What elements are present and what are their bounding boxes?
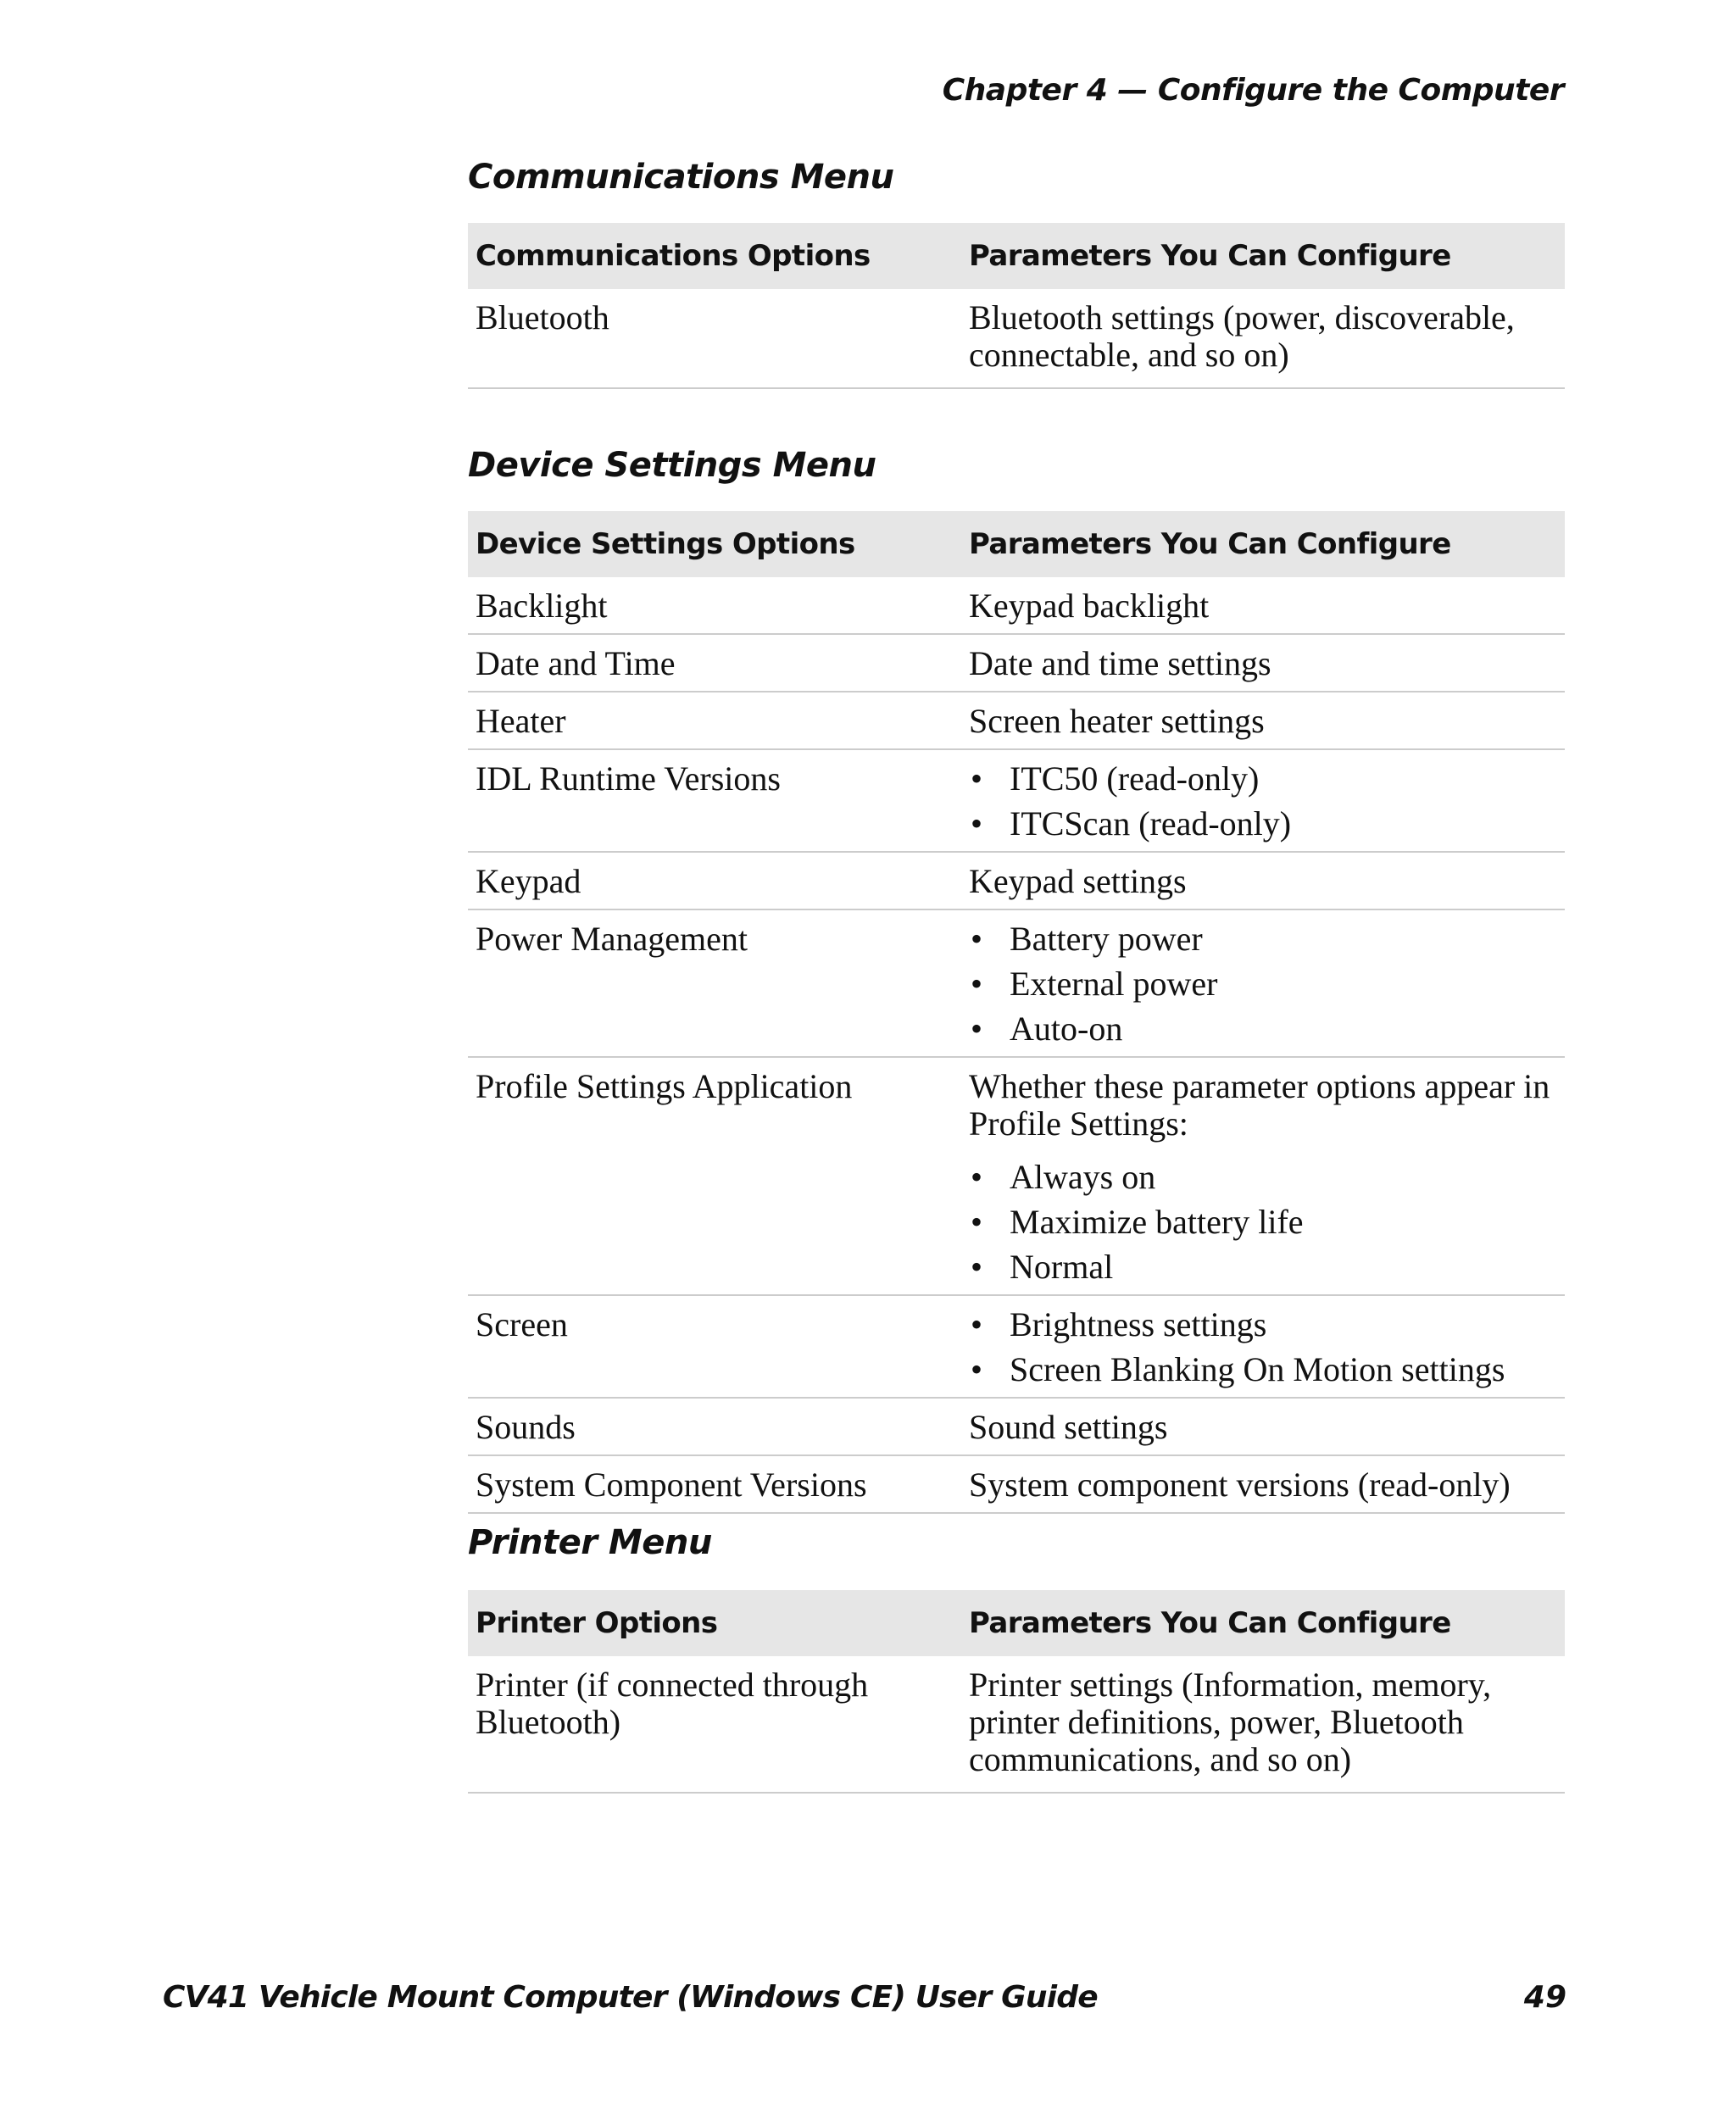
column-header-options: Communications Options [468, 223, 961, 289]
option-cell: IDL Runtime Versions [468, 749, 961, 852]
bullet-list [969, 760, 1555, 843]
table-row [468, 289, 1565, 388]
table-row [468, 749, 1565, 852]
parameters-cell: Bluetooth settings (power, discoverable, connectable, and so on) [961, 289, 1565, 388]
parameters-cell: System component versions (read-only) [961, 1455, 1565, 1513]
parameters-cell [961, 909, 1565, 1057]
running-head: Chapter 4 — Configure the Computer [942, 73, 1564, 108]
bullet-item: • Battery power [969, 921, 1555, 958]
option-cell: Profile Settings Application [468, 1057, 961, 1295]
table-header-row [468, 223, 1565, 289]
option-cell: Power Management [468, 909, 961, 1057]
table-row [468, 634, 1565, 692]
column-header-parameters: Parameters You Can Configure [961, 1590, 1565, 1656]
communications-menu-heading: Communications Menu [468, 158, 894, 197]
table-row [468, 692, 1565, 749]
option-cell: System Component Versions [468, 1455, 961, 1513]
table-row [468, 1656, 1565, 1793]
parameters-cell: Keypad backlight [961, 577, 1565, 634]
table-row [468, 1295, 1565, 1398]
table-row [468, 1057, 1565, 1295]
option-cell: Sounds [468, 1398, 961, 1455]
bullet-item: • Maximize battery life [969, 1204, 1555, 1241]
option-cell: Backlight [468, 577, 961, 634]
option-cell: Screen [468, 1295, 961, 1398]
parameters-cell [961, 1057, 1565, 1295]
table-row [468, 1398, 1565, 1455]
device-settings-menu-table [468, 511, 1565, 1514]
option-cell: Keypad [468, 852, 961, 909]
option-cell: Printer (if connected through Bluetooth) [468, 1656, 961, 1793]
column-header-options: Printer Options [468, 1590, 961, 1656]
option-cell: Bluetooth [468, 289, 961, 388]
bullet-item: • Normal [969, 1249, 1555, 1286]
printer-menu-heading: Printer Menu [468, 1523, 712, 1562]
table-header-row [468, 511, 1565, 577]
parameters-cell: Screen heater settings [961, 692, 1565, 749]
page-number: 49 [1523, 1980, 1566, 2015]
bullet-item: • External power [969, 965, 1555, 1003]
communications-menu-table [468, 223, 1565, 389]
parameters-cell [961, 1295, 1565, 1398]
option-cell: Date and Time [468, 634, 961, 692]
parameters-cell: Date and time settings [961, 634, 1565, 692]
bullet-item: • Brightness settings [969, 1306, 1555, 1343]
device-settings-menu-heading: Device Settings Menu [468, 446, 876, 485]
option-cell: Heater [468, 692, 961, 749]
bullet-item: • Auto-on [969, 1010, 1555, 1048]
table-row [468, 852, 1565, 909]
bullet-list [969, 1159, 1555, 1286]
table-header-row [468, 1590, 1565, 1656]
parameters-cell: Printer settings (Information, memory, printer definitions, power, Bluetooth communications, and so on) [961, 1656, 1565, 1793]
column-header-options: Device Settings Options [468, 511, 961, 577]
bullet-item: • Screen Blanking On Motion settings [969, 1351, 1555, 1388]
column-header-parameters: Parameters You Can Configure [961, 223, 1565, 289]
printer-menu-table [468, 1590, 1565, 1794]
bullet-item: • ITCScan (read-only) [969, 805, 1555, 843]
parameters-cell: Keypad settings [961, 852, 1565, 909]
column-header-parameters: Parameters You Can Configure [961, 511, 1565, 577]
parameters-intro: Whether these parameter options appear in Profile Settings: [969, 1067, 1550, 1143]
footer-guide-title: CV41 Vehicle Mount Computer (Windows CE) User Guide [163, 1980, 1098, 2015]
parameters-cell: Sound settings [961, 1398, 1565, 1455]
parameters-cell [961, 749, 1565, 852]
bullet-item: • Always on [969, 1159, 1555, 1196]
table-row [468, 909, 1565, 1057]
bullet-item: • ITC50 (read-only) [969, 760, 1555, 798]
bullet-list [969, 1306, 1555, 1388]
bullet-list [969, 921, 1555, 1048]
table-row [468, 577, 1565, 634]
table-row [468, 1455, 1565, 1513]
